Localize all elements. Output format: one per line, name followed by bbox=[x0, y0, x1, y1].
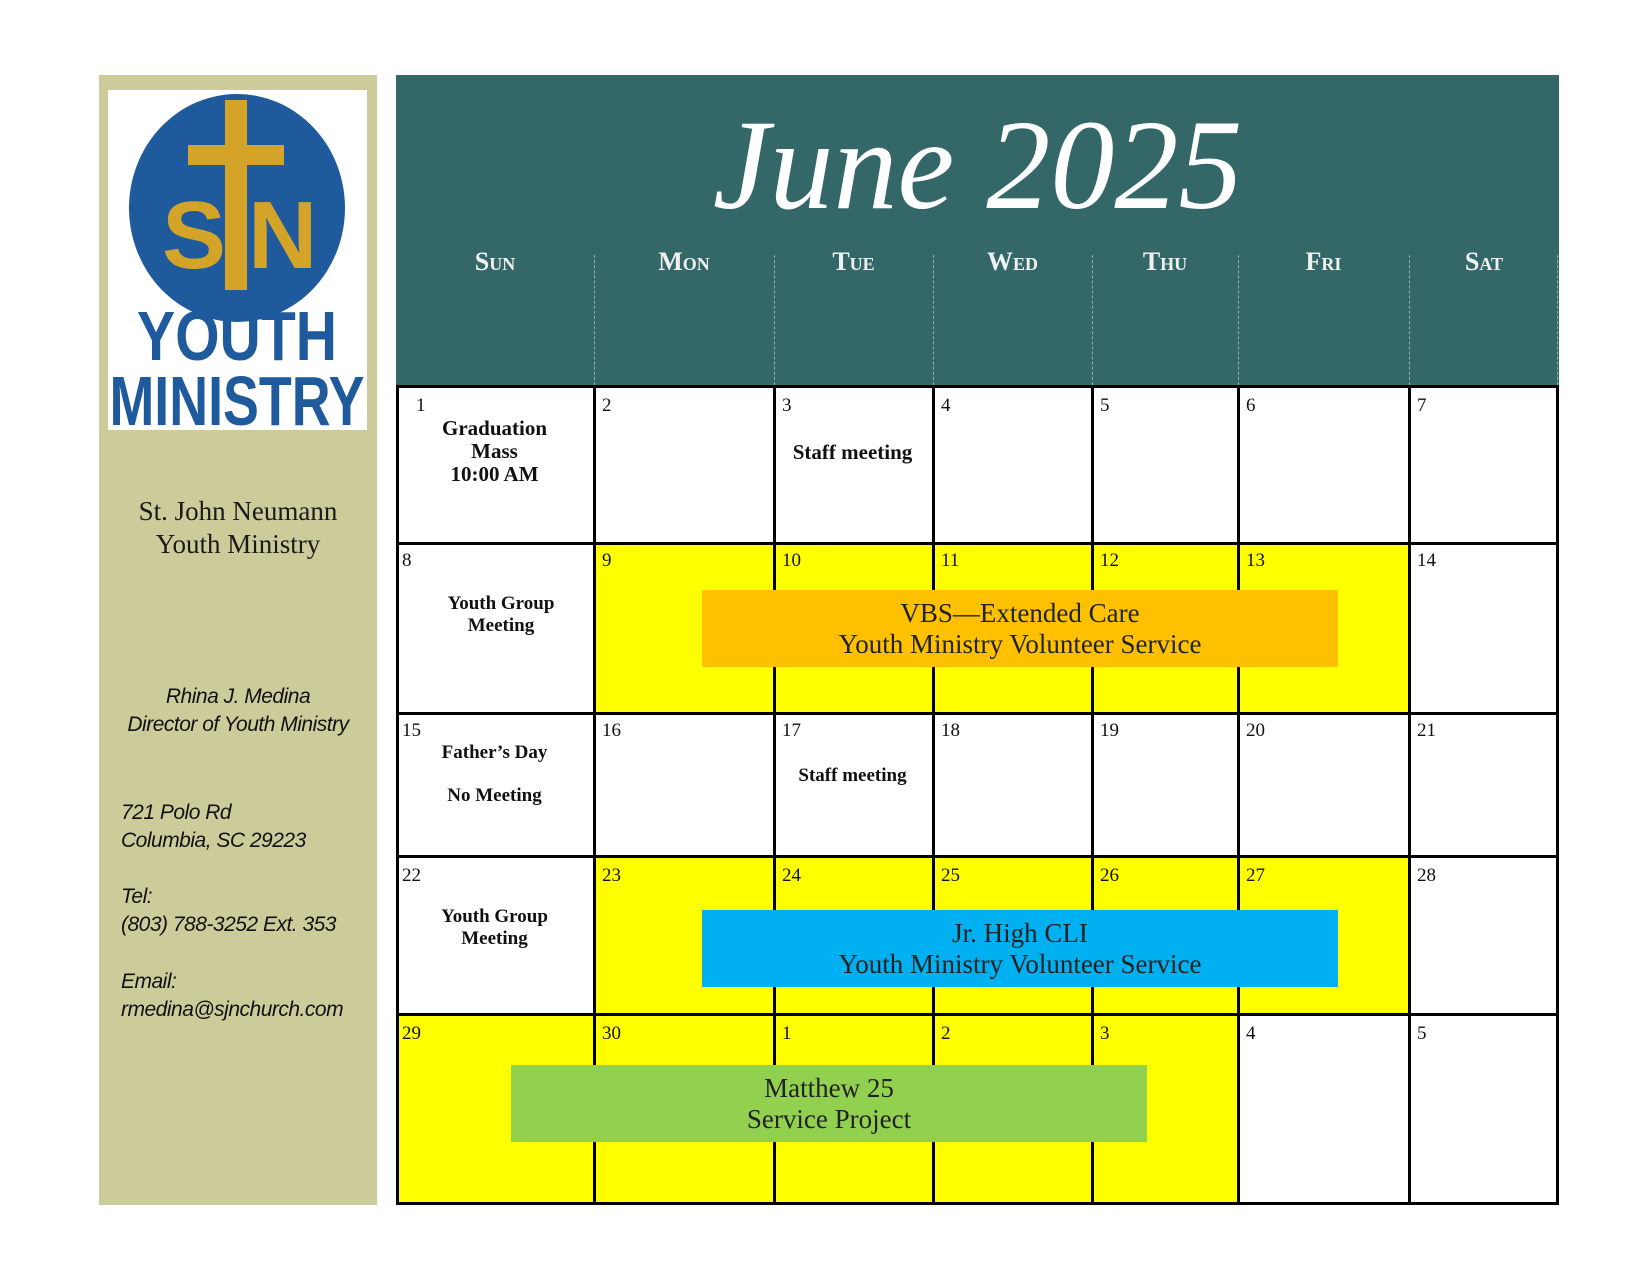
email-label: Email: bbox=[121, 970, 177, 993]
event-text: Meeting bbox=[461, 928, 528, 949]
address-line1: 721 Polo Rd bbox=[121, 801, 232, 824]
day-number: 7 bbox=[1417, 395, 1427, 416]
event-text: 10:00 AM bbox=[450, 462, 539, 486]
day-number: 3 bbox=[782, 395, 792, 416]
event-band-vbs bbox=[702, 590, 1338, 667]
day-number: 24 bbox=[782, 865, 801, 886]
header-divider bbox=[1238, 255, 1239, 385]
day-number: 22 bbox=[402, 865, 421, 886]
logo-letter-n: N bbox=[248, 182, 318, 289]
contact-name: Rhina J. Medina bbox=[165, 685, 311, 708]
logo-youth-text: YOUTH bbox=[137, 297, 337, 375]
header-divider bbox=[1092, 255, 1093, 385]
day-number: 5 bbox=[1100, 395, 1110, 416]
day-number: 1 bbox=[782, 1023, 792, 1044]
day-number: 12 bbox=[1100, 550, 1119, 571]
day-number: 30 bbox=[602, 1023, 621, 1044]
day-number: 29 bbox=[402, 1023, 421, 1044]
day-number: 15 bbox=[402, 720, 421, 741]
band-title: Matthew 25 bbox=[764, 1072, 894, 1103]
email-value: rmedina@sjnchurch.com bbox=[121, 998, 344, 1021]
tel-label: Tel: bbox=[121, 885, 153, 908]
grid-line bbox=[396, 542, 1559, 545]
event-text: Youth Group bbox=[441, 906, 548, 927]
day-header-mon: Mon bbox=[658, 247, 710, 276]
event-text: Mass bbox=[471, 439, 518, 463]
band-subtitle: Youth Ministry Volunteer Service bbox=[838, 948, 1202, 979]
event-youth-group-meeting bbox=[396, 593, 606, 637]
header-divider bbox=[594, 255, 595, 385]
event-text: Youth Group bbox=[447, 593, 555, 614]
day-number: 21 bbox=[1417, 720, 1436, 741]
address-line2: Columbia, SC 29223 bbox=[121, 829, 306, 852]
address-block bbox=[121, 799, 306, 855]
day-header-sun: Sun bbox=[474, 247, 516, 276]
day-number: 17 bbox=[782, 720, 801, 741]
day-header-tue: Tue bbox=[832, 247, 875, 276]
day-number: 19 bbox=[1100, 720, 1119, 741]
day-number: 9 bbox=[602, 550, 612, 571]
band-subtitle: Service Project bbox=[746, 1103, 912, 1134]
day-number: 3 bbox=[1100, 1023, 1110, 1044]
grid-line bbox=[1237, 385, 1240, 1205]
day-number: 8 bbox=[402, 550, 412, 571]
band-title: Jr. High CLI bbox=[952, 917, 1088, 948]
month-title: June 2025 bbox=[712, 94, 1243, 236]
event-graduation-mass bbox=[396, 417, 593, 486]
header-divider bbox=[1557, 255, 1558, 385]
event-youth-group-meeting bbox=[396, 906, 593, 950]
youth-ministry-logo bbox=[108, 90, 367, 430]
org-name-line2: Youth Ministry bbox=[155, 529, 321, 559]
day-number: 1 bbox=[416, 395, 426, 416]
grid-line bbox=[396, 855, 1559, 858]
day-number: 25 bbox=[941, 865, 960, 886]
email-block bbox=[121, 968, 343, 1024]
grid-line bbox=[396, 1013, 1559, 1016]
grid-line bbox=[1556, 385, 1559, 1205]
event-band-jr-high-cli bbox=[702, 910, 1338, 987]
event-no-meeting: No Meeting bbox=[447, 785, 542, 806]
day-number: 4 bbox=[941, 395, 951, 416]
day-header-wed: Wed bbox=[986, 247, 1038, 276]
band-title: VBS—Extended Care bbox=[900, 597, 1140, 628]
day-header-fri: Fri bbox=[1305, 247, 1342, 276]
event-fathers-day: Father’s Day bbox=[441, 742, 548, 763]
day-number: 5 bbox=[1417, 1023, 1427, 1044]
grid-line bbox=[1408, 385, 1411, 1205]
day-number: 20 bbox=[1246, 720, 1265, 741]
day-number: 13 bbox=[1246, 550, 1265, 571]
day-number: 18 bbox=[941, 720, 960, 741]
day-number: 26 bbox=[1100, 865, 1119, 886]
event-staff-meeting: Staff meeting bbox=[792, 440, 913, 464]
contact-title: Director of Youth Ministry bbox=[127, 713, 349, 736]
event-text: Meeting bbox=[467, 615, 535, 636]
calendar-header bbox=[396, 75, 1559, 385]
organization-name bbox=[99, 495, 377, 561]
event-staff-meeting: Staff meeting bbox=[798, 765, 907, 786]
day-number: 10 bbox=[782, 550, 801, 571]
day-number: 27 bbox=[1246, 865, 1265, 886]
day-number: 16 bbox=[602, 720, 621, 741]
header-divider bbox=[933, 255, 934, 385]
day-number: 23 bbox=[602, 865, 621, 886]
logo-graphic bbox=[108, 90, 367, 430]
day-number: 4 bbox=[1246, 1023, 1256, 1044]
header-divider bbox=[1409, 255, 1410, 385]
day-number: 11 bbox=[941, 550, 960, 571]
logo-ministry-text: MINISTRY bbox=[109, 362, 365, 430]
sidebar bbox=[99, 75, 377, 1205]
logo-letter-s: S bbox=[161, 182, 226, 289]
day-number: 2 bbox=[602, 395, 612, 416]
day-header-thu: Thu bbox=[1142, 247, 1188, 276]
day-number: 2 bbox=[941, 1023, 951, 1044]
day-number: 28 bbox=[1417, 865, 1436, 886]
org-name-line1: St. John Neumann bbox=[138, 496, 338, 526]
grid-line bbox=[396, 385, 1559, 388]
calendar-grid bbox=[396, 385, 1559, 1205]
header-divider bbox=[774, 255, 775, 385]
day-number: 6 bbox=[1246, 395, 1256, 416]
day-number: 14 bbox=[1417, 550, 1436, 571]
event-band-matthew-25 bbox=[511, 1065, 1147, 1142]
band-subtitle: Youth Ministry Volunteer Service bbox=[838, 628, 1202, 659]
event-text: Graduation bbox=[441, 416, 548, 440]
day-header-sat: Sat bbox=[1464, 247, 1504, 276]
grid-line bbox=[396, 1202, 1559, 1205]
telephone-block bbox=[121, 883, 336, 939]
grid-line bbox=[396, 712, 1559, 715]
tel-value: (803) 788-3252 Ext. 353 bbox=[121, 913, 336, 936]
contact-block bbox=[99, 683, 377, 739]
